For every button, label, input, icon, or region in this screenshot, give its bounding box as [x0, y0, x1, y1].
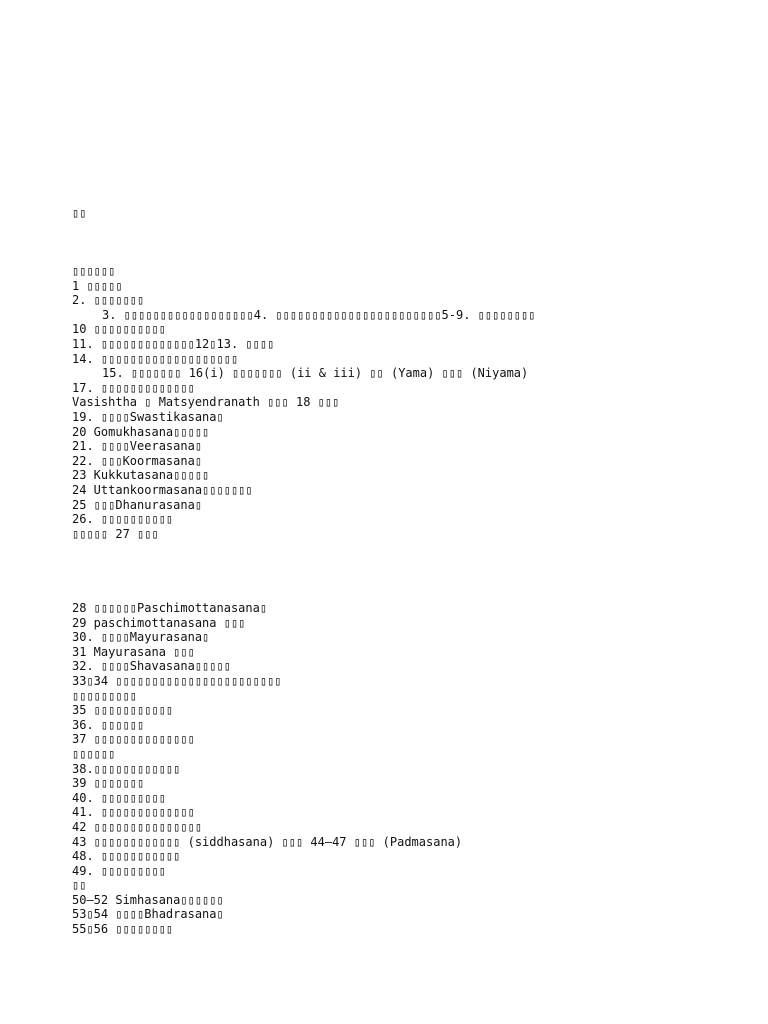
text-line: ▯▯ — [72, 878, 87, 893]
text-line: 37 ▯▯▯▯▯▯▯▯▯▯▯▯▯▯ — [72, 732, 195, 747]
text-line: 33▯34 ▯▯▯▯▯▯▯▯▯▯▯▯▯▯▯▯▯▯▯▯▯▯▯ — [72, 673, 282, 688]
text-line: 22. ▯▯▯Koormasana▯ — [72, 453, 203, 468]
text-line: 39 ▯▯▯▯▯▯▯ — [72, 776, 145, 791]
asana-list-section-two — [72, 601, 752, 937]
text-line: Vasishtha ▯ Matsyendranath ▯▯▯ 18 ▯▯▯ — [72, 395, 340, 410]
top-marker-text: ▯▯ — [72, 206, 87, 220]
text-line: 49. ▯▯▯▯▯▯▯▯▯ — [72, 863, 166, 878]
text-line: 25 ▯▯▯Dhanurasana▯ — [72, 497, 203, 512]
text-line: 31 Mayurasana ▯▯▯ — [72, 644, 195, 659]
text-line: 40. ▯▯▯▯▯▯▯▯▯ — [72, 790, 166, 805]
text-line: ▯▯▯▯▯▯ — [72, 746, 116, 761]
text-line: 55▯56 ▯▯▯▯▯▯▯▯ — [72, 922, 174, 937]
text-line: 23 Kukkutasana▯▯▯▯▯ — [72, 468, 210, 483]
text-line: 24 Uttankoormasana▯▯▯▯▯▯▯ — [72, 482, 253, 497]
text-line: 53▯54 ▯▯▯▯Bhadrasana▯ — [72, 907, 224, 922]
text-line: 19. ▯▯▯▯Swastikasana▯ — [72, 409, 224, 424]
text-line: 43 ▯▯▯▯▯▯▯▯▯▯▯▯ (siddhasana) ▯▯▯ 44–47 ▯▯▯ (Padmasana) — [72, 834, 463, 849]
text-line: ▯▯▯▯▯ 27 ▯▯▯ — [72, 526, 159, 541]
text-line: 17. ▯▯▯▯▯▯▯▯▯▯▯▯▯ — [72, 380, 195, 395]
top-marker-block — [72, 206, 752, 221]
text-line: ▯▯▯▯▯▯ — [72, 264, 116, 278]
text-line: 2. ▯▯▯▯▯▯▯ — [72, 293, 145, 308]
text-line: 35 ▯▯▯▯▯▯▯▯▯▯▯ — [72, 703, 174, 718]
text-line: 30. ▯▯▯▯Mayurasana▯ — [72, 630, 210, 645]
text-line: 3. ▯▯▯▯▯▯▯▯▯▯▯▯▯▯▯▯▯▯4. ▯▯▯▯▯▯▯▯▯▯▯▯▯▯▯▯▯▯▯▯▯▯▯5-9. ▯▯▯▯▯▯▯▯ — [102, 307, 536, 322]
text-line: 1 ▯▯▯▯▯ — [72, 278, 123, 293]
text-line: 20 Gomukhasana▯▯▯▯▯ — [72, 424, 210, 439]
text-line: 21. ▯▯▯▯Veerasana▯ — [72, 439, 203, 454]
text-line: 36. ▯▯▯▯▯▯ — [72, 717, 145, 732]
text-line: 10 ▯▯▯▯▯▯▯▯▯▯ — [72, 322, 166, 337]
text-line: 11. ▯▯▯▯▯▯▯▯▯▯▯▯▯12▯13. ▯▯▯▯ — [72, 336, 275, 351]
text-line: 29 paschimottanasana ▯▯▯ — [72, 615, 246, 630]
text-line: 14. ▯▯▯▯▯▯▯▯▯▯▯▯▯▯▯▯▯▯▯ — [72, 351, 239, 366]
text-line: 28 ▯▯▯▯▯▯Paschimottanasana▯ — [72, 601, 268, 615]
text-line: 50–52 Simhasana▯▯▯▯▯▯ — [72, 892, 224, 907]
text-line: 48. ▯▯▯▯▯▯▯▯▯▯▯ — [72, 849, 181, 864]
text-line: 32. ▯▯▯▯Shavasana▯▯▯▯▯ — [72, 659, 231, 674]
text-line: 42 ▯▯▯▯▯▯▯▯▯▯▯▯▯▯▯ — [72, 819, 203, 834]
text-line: 15. ▯▯▯▯▯▯▯ 16(i) ▯▯▯▯▯▯▯ (ii & iii) ▯▯ (Yama) ▯▯▯ (Niyama) — [102, 366, 529, 381]
text-line: 38.▯▯▯▯▯▯▯▯▯▯▯▯ — [72, 761, 181, 776]
text-line: 41. ▯▯▯▯▯▯▯▯▯▯▯▯▯ — [72, 805, 195, 820]
text-line: ▯▯▯▯▯▯▯▯▯ — [72, 688, 138, 703]
asana-list-section-one — [72, 264, 752, 541]
text-line: 26. ▯▯▯▯▯▯▯▯▯▯ — [72, 512, 174, 527]
